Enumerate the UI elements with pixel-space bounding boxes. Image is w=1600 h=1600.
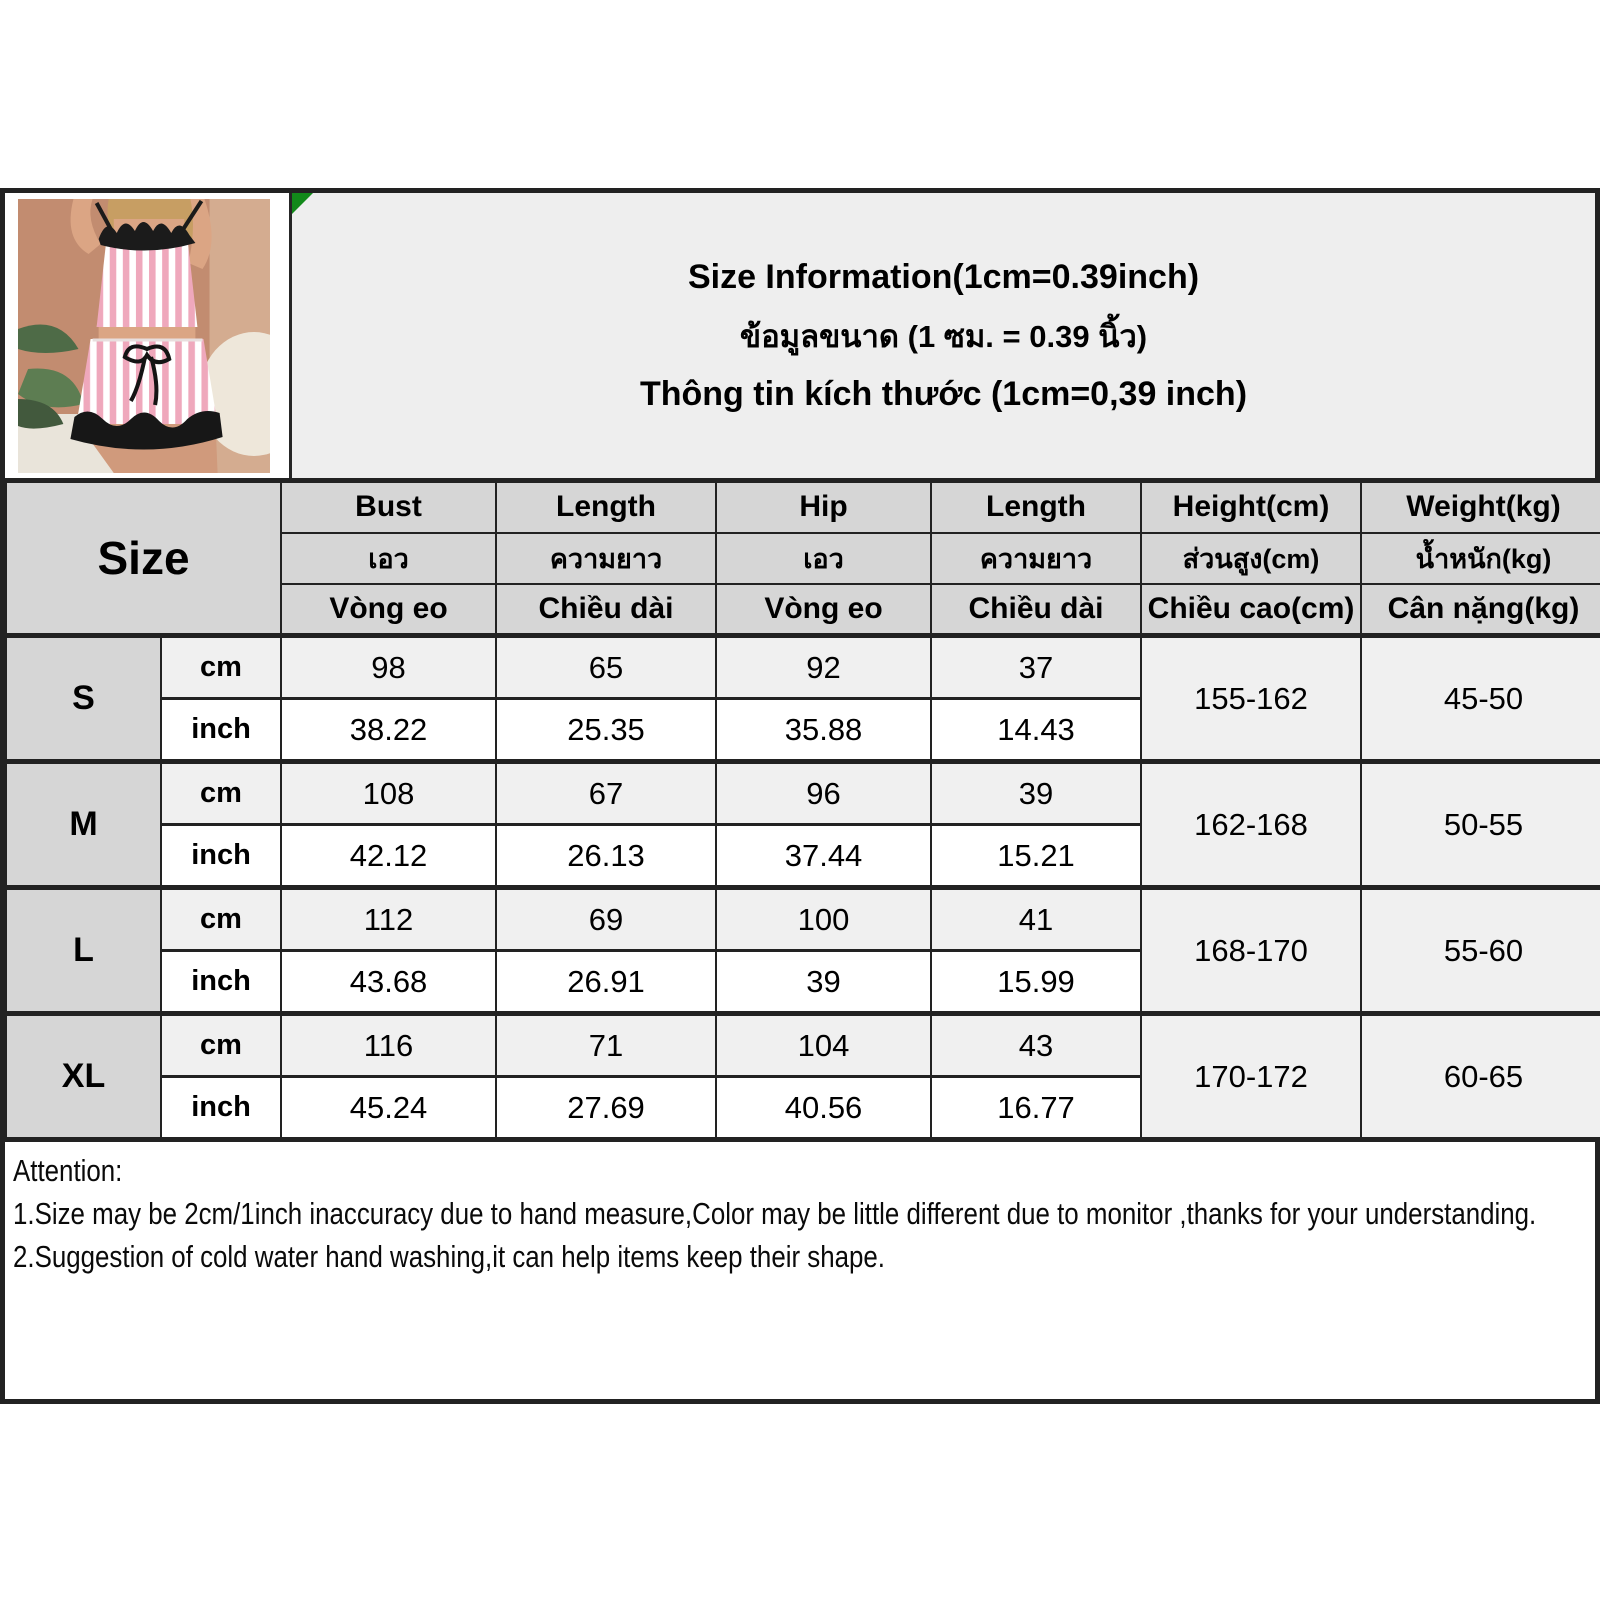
title-panel — [289, 193, 1595, 478]
value-cell: 45.24 — [281, 1077, 496, 1140]
size-label-l: L — [6, 888, 161, 1014]
value-cell: 42.12 — [281, 825, 496, 888]
col-header-height-vi: Chiều cao(cm) — [1141, 584, 1361, 636]
value-cell: 35.88 — [716, 699, 931, 762]
value-cell: 71 — [496, 1014, 716, 1077]
value-cell: 96 — [716, 762, 931, 825]
col-header-hip-en: Hip — [716, 481, 931, 533]
height-range-cell: 155-162 — [1141, 636, 1361, 762]
col-header-length2-en: Length — [931, 481, 1141, 533]
value-cell: 25.35 — [496, 699, 716, 762]
value-cell: 65 — [496, 636, 716, 699]
unit-label: inch — [161, 825, 281, 888]
size-label-s: S — [6, 636, 161, 762]
col-header-bust-en: Bust — [281, 481, 496, 533]
col-header-length2-vi: Chiều dài — [931, 584, 1141, 636]
value-cell: 16.77 — [931, 1077, 1141, 1140]
size-table — [5, 478, 1600, 1142]
attention-section — [5, 1142, 1595, 1399]
height-range-cell: 168-170 — [1141, 888, 1361, 1014]
value-cell: 26.91 — [496, 951, 716, 1014]
value-cell: 40.56 — [716, 1077, 931, 1140]
value-cell: 37.44 — [716, 825, 931, 888]
col-header-weight-th: น้ำหนัก(kg) — [1361, 533, 1600, 584]
unit-label: cm — [161, 888, 281, 951]
value-cell: 14.43 — [931, 699, 1141, 762]
col-header-length-vi: Chiều dài — [496, 584, 716, 636]
unit-label: cm — [161, 762, 281, 825]
col-header-hip-vi: Vòng eo — [716, 584, 931, 636]
value-cell: 43.68 — [281, 951, 496, 1014]
col-header-length-en: Length — [496, 481, 716, 533]
value-cell: 100 — [716, 888, 931, 951]
product-photo — [18, 199, 270, 473]
size-chart-sheet — [0, 188, 1600, 1404]
value-cell: 104 — [716, 1014, 931, 1077]
attention-note-1: 1.Size may be 2cm/1inch inaccuracy due to hand measure,Color may be little different due to monitor ,thanks for your understanding. — [13, 1195, 1537, 1231]
col-header-weight-vi: Cân nặng(kg) — [1361, 584, 1600, 636]
title-thai: ข้อมูลขนาด (1 ซม. = 0.39 นิ้ว) — [739, 318, 1148, 354]
unit-label: inch — [161, 951, 281, 1014]
col-header-height-th: ส่วนสูง(cm) — [1141, 533, 1361, 584]
height-range-cell: 162-168 — [1141, 762, 1361, 888]
value-cell: 116 — [281, 1014, 496, 1077]
value-cell: 37 — [931, 636, 1141, 699]
value-cell: 69 — [496, 888, 716, 951]
value-cell: 38.22 — [281, 699, 496, 762]
product-photo-area — [5, 193, 289, 478]
unit-label: cm — [161, 1014, 281, 1077]
col-header-length-th: ความยาว — [496, 533, 716, 584]
value-cell: 15.21 — [931, 825, 1141, 888]
table-row-l-cm — [6, 888, 1600, 951]
green-corner-icon — [292, 193, 313, 214]
col-header-length2-th: ความยาว — [931, 533, 1141, 584]
value-cell: 67 — [496, 762, 716, 825]
title-english: Size Information(1cm=0.39inch) — [687, 257, 1200, 296]
value-cell: 98 — [281, 636, 496, 699]
unit-label: inch — [161, 1077, 281, 1140]
value-cell: 92 — [716, 636, 931, 699]
value-cell: 27.69 — [496, 1077, 716, 1140]
attention-heading: Attention: — [13, 1153, 123, 1188]
weight-range-cell: 45-50 — [1361, 636, 1600, 762]
unit-label: inch — [161, 699, 281, 762]
unit-label: cm — [161, 636, 281, 699]
top-section — [5, 193, 1595, 478]
table-row-s-cm — [6, 636, 1600, 699]
size-header-cell: Size — [6, 481, 281, 636]
title-vietnamese: Thông tin kích thước (1cm=0,39 inch) — [639, 374, 1248, 413]
col-header-bust-vi: Vòng eo — [281, 584, 496, 636]
weight-range-cell: 50-55 — [1361, 762, 1600, 888]
col-header-hip-th: เอว — [716, 533, 931, 584]
value-cell: 26.13 — [496, 825, 716, 888]
size-label-m: M — [6, 762, 161, 888]
weight-range-cell: 60-65 — [1361, 1014, 1600, 1140]
value-cell: 39 — [931, 762, 1141, 825]
value-cell: 112 — [281, 888, 496, 951]
value-cell: 41 — [931, 888, 1141, 951]
col-header-bust-th: เอว — [281, 533, 496, 584]
attention-note-2: 2.Suggestion of cold water hand washing,it can help items keep their shape. — [13, 1238, 886, 1274]
value-cell: 15.99 — [931, 951, 1141, 1014]
col-header-weight-en: Weight(kg) — [1361, 481, 1600, 533]
value-cell: 39 — [716, 951, 931, 1014]
header-row-en — [6, 481, 1600, 533]
value-cell: 108 — [281, 762, 496, 825]
table-row-m-cm — [6, 762, 1600, 825]
value-cell: 43 — [931, 1014, 1141, 1077]
table-row-xl-cm — [6, 1014, 1600, 1077]
height-range-cell: 170-172 — [1141, 1014, 1361, 1140]
size-label-xl: XL — [6, 1014, 161, 1140]
col-header-height-en: Height(cm) — [1141, 481, 1361, 533]
weight-range-cell: 55-60 — [1361, 888, 1600, 1014]
